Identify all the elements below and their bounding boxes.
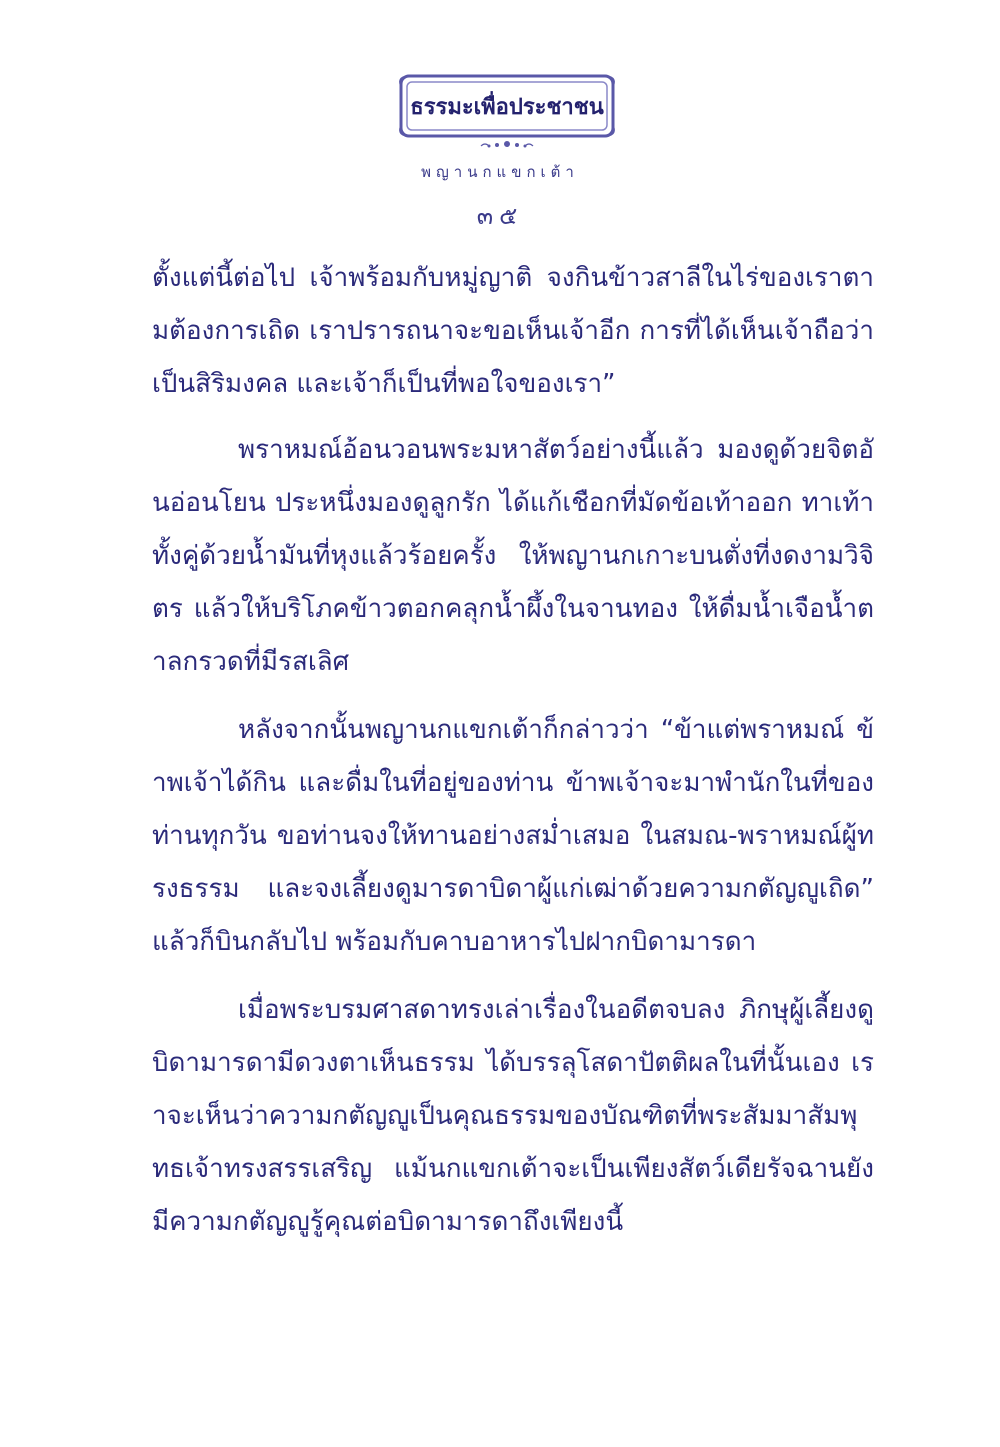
paragraph: เมื่อพระบรมศาสดาทรงเล่าเรื่องในอดีตจบลง ภิกษุผู้เลี้ยงดูบิดามารดามีดวงตาเห็นธรรม ได้บรรลุโสดาปัตติผลในที่นั้นเอง เราจะเห็นว่าความกตัญญูเป็นคุณธรรมของบัณฑิตที่พระสัมมาสัมพุทธเจ้าทรงสรรเสริญ แม้นกแขกเต้าจะเป็นเพียงสัตว์เดียรัจฉานยังมีความกตัญญูรู้คุณต่อบิดามารดาถึงเพียงนี้	[152, 994, 874, 1238]
page-body	[152, 252, 874, 1264]
header-logo	[397, 72, 617, 154]
paragraph: หลังจากนั้นพญานกแขกเต้าก็กล่าวว่า “ข้าแต่พราหมณ์ ข้าพเจ้าได้กิน และดื่มในที่อยู่ของท่าน ข้าพเจ้าจะมาพำนักในที่ของท่านทุกวัน ขอท่านจงให้ทานอย่างสม่ำเสมอ ในสมณ-พราหมณ์ผู้ทรงธรรม และจงเลี้ยงดูมารดาบิดาผู้แก่เฒ่าด้วยความกตัญญูเถิด” แล้วก็บินกลับไป พร้อมกับคาบอาหารไปฝากบิดามารดา	[152, 714, 874, 958]
story-title: พญานกแขกเต้า	[421, 163, 579, 181]
paragraph: พราหมณ์อ้อนวอนพระมหาสัตว์อย่างนี้แล้ว มองดูด้วยจิตอันอ่อนโยน ประหนึ่งมองดูลูกรัก ได้แก้เชือกที่มัดข้อเท้าออก ทาเท้าทั้งคู่ด้วยน้ำมันที่หุงแล้วร้อยครั้ง ให้พญานกเกาะบนตั่งที่งดงามวิจิตร แล้วให้บริโภคข้าวตอกคลุกน้ำผึ้งในจานทอง ให้ดื่มน้ำเจือน้ำตาลกรวดที่มีรสเลิศ	[152, 434, 874, 678]
logo-text: ธรรมะเพื่อประชาชน	[410, 95, 604, 120]
page-number: ๓๕	[476, 202, 524, 230]
paragraph: ตั้งแต่นี้ต่อไป เจ้าพร้อมกับหมู่ญาติ จงกินข้าวสาลีในไร่ของเราตามต้องการเถิด เราปรารถนาจะขอเห็นเจ้าอีก การที่ได้เห็นเจ้าถือว่าเป็นสิริมงคล และเจ้าก็เป็นที่พอใจของเรา”	[152, 263, 874, 400]
